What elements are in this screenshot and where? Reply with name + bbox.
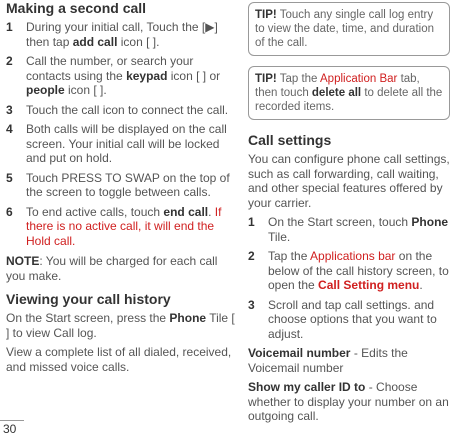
paragraph-call-history-2: View a complete list of all dialed, received, and missed voice calls.: [6, 345, 232, 374]
list-item: 1 On the Start screen, touch Phone Tile.: [248, 215, 449, 244]
heading-viewing-call-history: Viewing your call history: [6, 291, 171, 307]
list-item: 3 Scroll and tap call settings. and choose options that you want to adjust.: [248, 297, 437, 341]
list-item: 3 Touch the call icon to connect the call.: [6, 102, 229, 117]
note: NOTE: You will be charged for each call you make.: [6, 254, 218, 283]
show-caller-id-entry: Show my caller ID to - Choose whether to display your number on an outgoing call.: [248, 380, 449, 423]
left-column: [6, 0, 238, 374]
tip-box-1: TIP! Touch any single call log entry to view the date, time, and duration of the call.: [248, 2, 450, 56]
voicemail-number-entry: Voicemail number - Edits the Voicemail number: [248, 346, 408, 375]
call-settings-intro: You can configure phone call settings, such as call forwarding, call waiting, and other special features offered by your carrier.: [248, 152, 450, 210]
list-item: 5 Touch PRESS TO SWAP on the top of the screen to toggle between calls.: [6, 170, 230, 199]
list-item: 4 Both calls will be displayed on the call screen. Your initial call will be locked and put on hold.: [6, 122, 227, 165]
call-settings-steps: [248, 215, 450, 341]
heading-call-settings: Call settings: [248, 132, 332, 148]
page-number-rule: [0, 420, 24, 421]
page-number: 30: [3, 422, 17, 436]
list-item: 2 Call the number, or search your contacts using the keypad icon [ ] or people icon [ ].: [6, 54, 221, 97]
list-item: 2 Tap the Applications bar on the below of the call history screen, to open the Call Setting menu.: [248, 249, 449, 292]
tip-box-2: TIP! Tap the Application Bar tab, then touch delete all to delete all the recorded items.: [248, 66, 450, 120]
right-column: [248, 0, 450, 424]
play-icon: ▶: [205, 20, 215, 34]
heading-making-second-call: Making a second call: [6, 0, 147, 16]
list-item: 6 To end active calls, touch end call. If there is no active call, it will end the Hold call.: [6, 204, 222, 248]
list-item: 1 During your initial call, Touch the [▶] then tap add call icon [ ].: [6, 20, 218, 49]
second-call-steps: [6, 20, 238, 248]
paragraph-call-history-1: On the Start screen, press the Phone Tile [ ] to view Call log.: [6, 311, 235, 340]
